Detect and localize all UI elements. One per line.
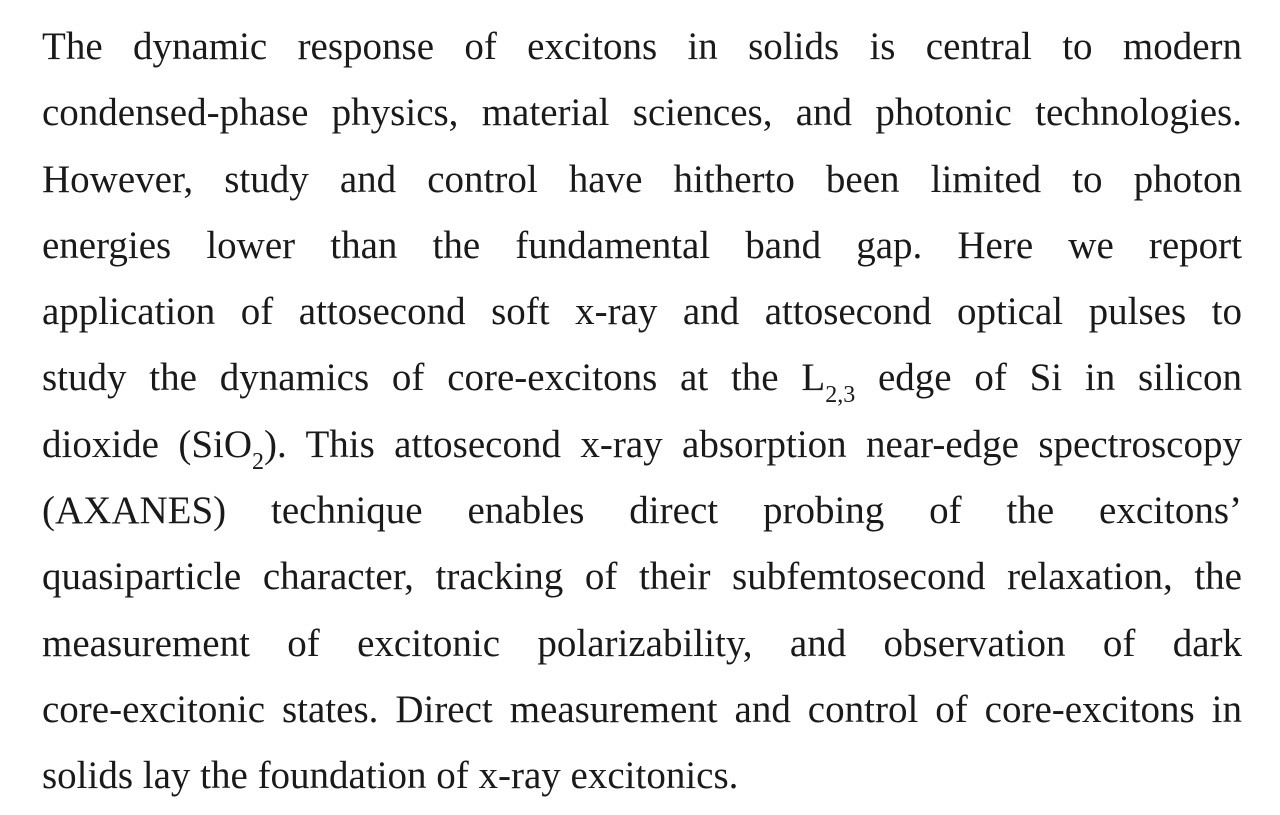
subscript-text: 2,3 [825,382,856,409]
text-segment: study the dynamics of core-excitons at the L [42,356,826,400]
text-line: core-excitonic states. Direct measurement and control of core-excitons in [42,687,1242,731]
text-line-with-subscript [42,412,1242,478]
text-line-last: solids lay the foundation of x-ray excitonics. [42,754,739,798]
text-line: condensed-phase physics, material sciences, and photonic technologies. [42,91,1242,135]
text-line: The dynamic response of excitons in solids is central to modern [42,25,1242,68]
abstract-paragraph [42,14,1242,810]
text-segment: dioxide (SiO [42,422,253,466]
text-segment: edge of Si in silicon [855,356,1242,400]
text-segment: ). This attosecond x-ray absorption near-edge spectroscopy [264,422,1242,466]
text-line-with-subscript [42,345,1242,411]
text-line: measurement of excitonic polarizability, and observation of dark [42,621,1242,665]
text-line: However, study and control have hitherto been limited to photon [42,157,1242,201]
text-line: (AXANES) technique enables direct probing of the excitons’ [42,489,1242,533]
subscript-text: 2 [252,448,265,475]
text-line: application of attosecond soft x-ray and attosecond optical pulses to [42,290,1242,334]
text-line: quasiparticle character, tracking of their subfemtosecond relaxation, the [42,555,1242,599]
text-line: energies lower than the fundamental band gap. Here we report [42,223,1242,267]
